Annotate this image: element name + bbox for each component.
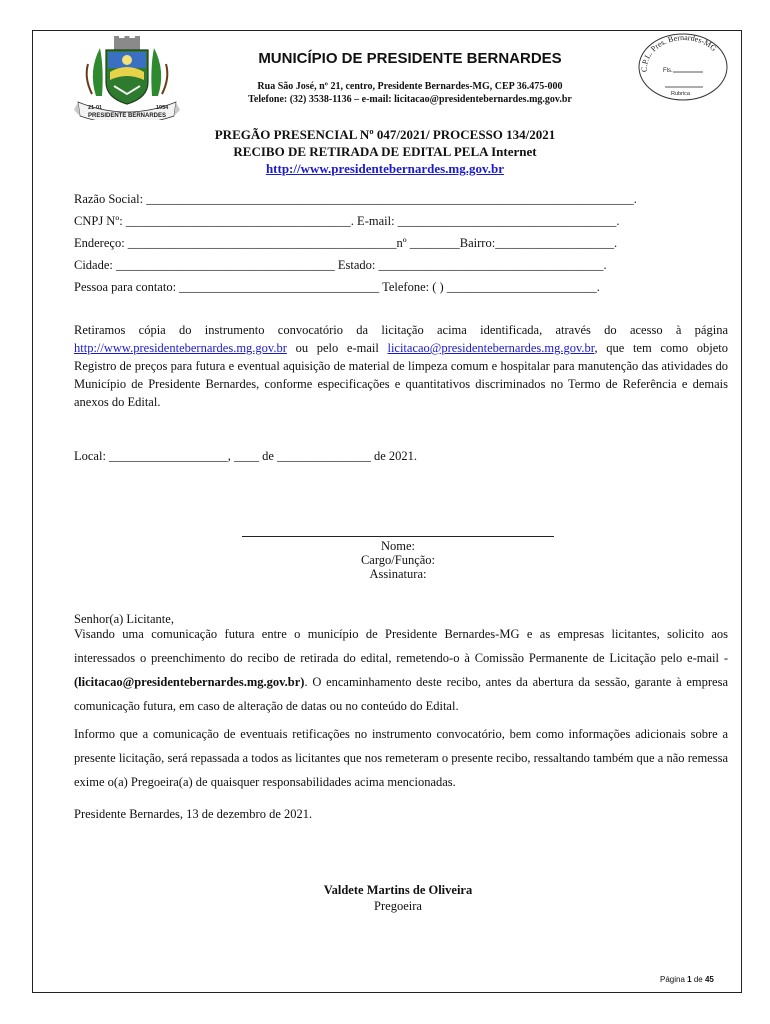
header-address: Rua São José, nº 21, centro, Presidente Bernardes-MG, CEP 36.475-000 <box>257 81 563 92</box>
notice-date: Presidente Bernardes, 13 de dezembro de 2021. <box>74 807 313 821</box>
notice-p1-email: (licitacao@presidentebernardes.mg.gov.br) <box>74 675 305 689</box>
cpl-stamp <box>637 32 729 102</box>
logo-banner-text: PRESIDENTE BERNARDES <box>87 113 167 119</box>
notice-p1-text-b: . O encaminhamento deste recibo, antes da abertura da sessão, garante à empresa comunicação futura, em caso de alteração de datas ou no conteúdo do Edital. <box>74 675 728 713</box>
logo-left-date: 21-01 <box>88 105 103 111</box>
signature-assinatura: Assinatura: <box>369 567 427 581</box>
header-contact: Telefone: (32) 3538-1136 – e-mail: licitacao@presidentebernardes.mg.gov.br <box>248 94 572 105</box>
recibo-line: RECIBO DE RETIRADA DE EDITAL PELA Internet <box>233 144 537 159</box>
cidade-estado-field[interactable]: Cidade: ___________________________________ Estado: ____________________________________. <box>74 258 607 272</box>
page-of: de <box>693 975 703 984</box>
notice-paragraph-1 <box>74 622 728 718</box>
contato-telefone-field[interactable]: Pessoa para contato: ________________________________ Telefone: ( ) ________________________. <box>74 280 600 294</box>
local-date-field[interactable]: Local: ___________________, ____ de _______________ de 2021. <box>74 449 418 463</box>
municipal-coat-of-arms-logo <box>74 36 180 120</box>
stamp-rubrica-label: Rubrica <box>671 91 690 97</box>
municipality-title: MUNICÍPIO DE PRESIDENTE BERNARDES <box>258 50 562 67</box>
stamp-fls-label: Fls. <box>663 68 673 74</box>
body-text-3: , que tem como objeto Registro de preços para futura e eventual aquisição de material de limpeza comum e hospitalar para manutenção das atividades do Município de Presidente Bernardes, conforme especificações e quantitativos discriminados no Termo de Referência e demais anexos do Edital. <box>74 341 728 409</box>
body-text-2: ou pelo e-mail <box>286 341 388 355</box>
body-paragraph <box>74 321 728 411</box>
razao-social-field[interactable]: Razão Social: ______________________________________________________________________________. <box>74 192 637 206</box>
signer-name: Valdete Martins de Oliveira <box>323 883 473 897</box>
signature-nome: Nome: <box>380 539 416 553</box>
page-total: 45 <box>704 975 714 984</box>
page-number <box>660 975 714 984</box>
notice-p1-text-a: Visando uma comunicação futura entre o município de Presidente Bernardes-MG e as empresas licitantes, solicito aos interessados o preenchimento do recibo de retirada do edital, remetendo-o à Comissão Permanente de Licitação pelo e-mail - <box>74 627 728 665</box>
body-url-link[interactable]: http://www.presidentebernardes.mg.gov.br <box>74 341 287 355</box>
body-email-link[interactable]: licitacao@presidentebernardes.mg.gov.br <box>387 341 595 355</box>
signer-block <box>242 882 554 914</box>
document-heading <box>60 126 710 177</box>
signature-block <box>242 539 554 581</box>
svg-text:C.P.L. Pres. Bernardes-MG <box>640 33 719 72</box>
notice-paragraph-2: Informo que a comunicação de eventuais retificações no instrumento convocatório, bem como informações adicionais sobre a presente licitação, será repassada a todos as licitantes que nos remeteram o presente recibo, ressaltando também que a não remessa exime o(a) Pregoeira(a) de quaisquer responsabilidades acima mencionadas. <box>74 727 728 789</box>
stamp-arc-text: C.P.L. Pres. Bernardes-MG <box>639 33 719 73</box>
salutation: Senhor(a) Licitante, <box>74 612 174 626</box>
header-address-block <box>180 80 640 106</box>
logo-right-year: 1954 <box>156 105 169 111</box>
pregao-line: PREGÃO PRESENCIAL Nº 047/2021/ PROCESSO 134/2021 <box>214 127 556 142</box>
cnpj-email-field[interactable]: CNPJ Nº: ____________________________________. E-mail: ___________________________________. <box>74 214 620 228</box>
portal-url-link[interactable]: http://www.presidentebernardes.mg.gov.br <box>265 161 505 176</box>
signer-role: Pregoeira <box>374 899 422 913</box>
page-current: 1 <box>687 975 692 984</box>
page-prefix: Página <box>660 975 685 984</box>
signature-line <box>242 536 554 537</box>
signature-cargo: Cargo/Função: <box>360 553 436 567</box>
endereco-field[interactable]: Endereço: ___________________________________________nº ________Bairro:___________________. <box>74 236 618 250</box>
body-text-1: Retiramos cópia do instrumento convocatório da licitação acima identificada, através do acesso à página <box>74 323 728 337</box>
